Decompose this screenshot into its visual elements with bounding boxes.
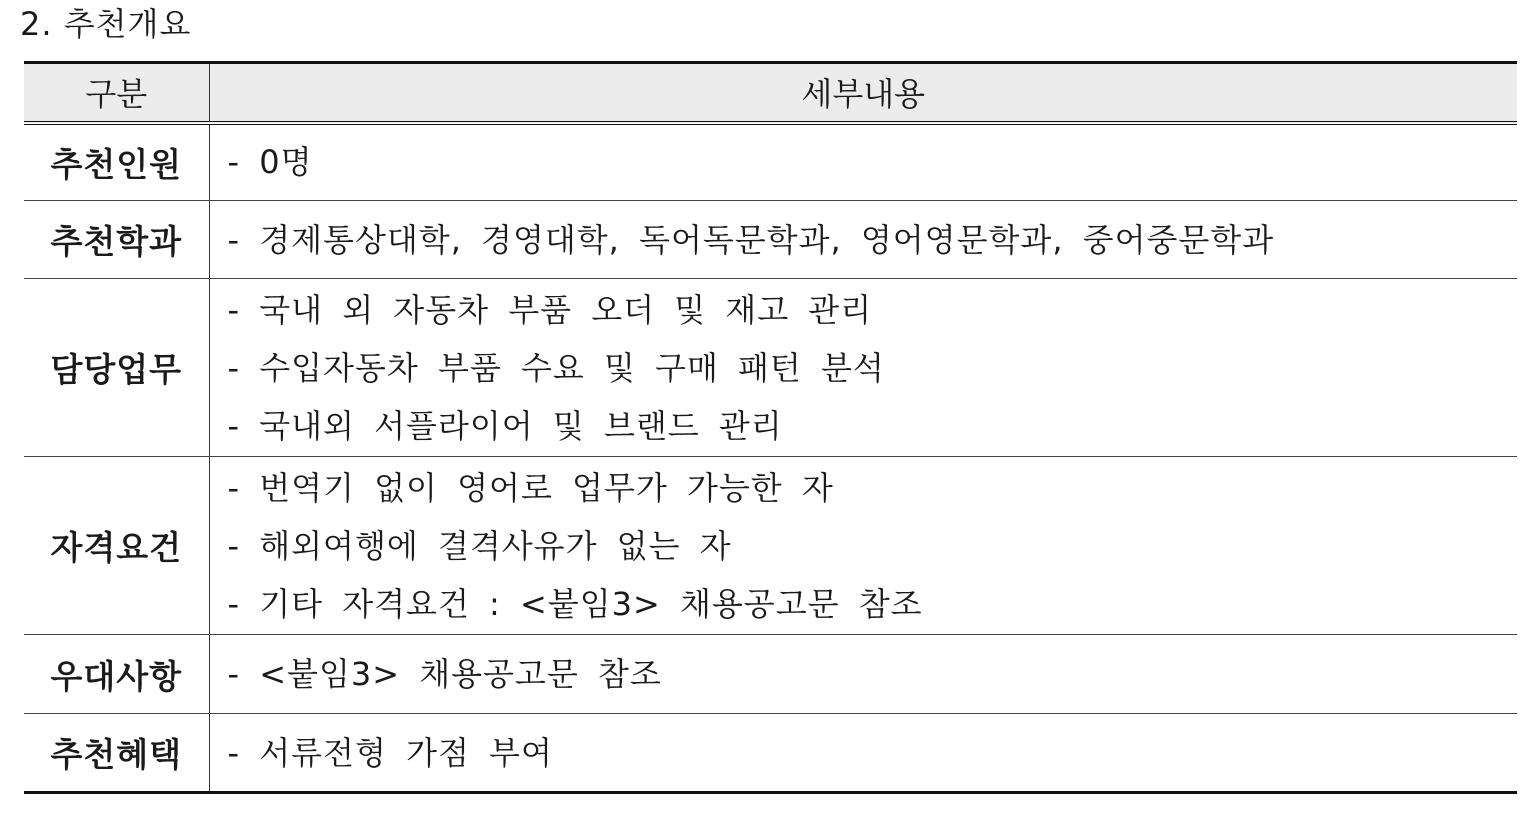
row-category: 추천학과	[24, 201, 209, 279]
row-details	[209, 635, 1517, 714]
row-details	[209, 457, 1517, 635]
table-row	[24, 714, 1517, 793]
section-title: 2. 추천개요	[20, 5, 192, 43]
table-row	[24, 279, 1517, 457]
recommendation-overview-table	[24, 61, 1517, 794]
detail-line: - 번역기 없이 영어로 업무가 가능한 자	[227, 468, 834, 507]
detail-line: - 해외여행에 결격사유가 없는 자	[227, 526, 732, 565]
row-category: 추천혜택	[24, 714, 209, 793]
detail-line: - 0명	[227, 143, 313, 182]
header-details: 세부내용	[209, 63, 1517, 123]
detail-line: - 수입자동차 부품 수요 및 구매 패턴 분석	[227, 348, 885, 387]
row-details	[209, 123, 1517, 201]
row-category: 담당업무	[24, 279, 209, 457]
table-header-row	[24, 63, 1517, 123]
row-details	[209, 714, 1517, 793]
detail-line: - 기타 자격요건 : <붙임3> 채용공고문 참조	[227, 584, 923, 623]
header-category: 구분	[24, 63, 209, 123]
row-category: 추천인원	[24, 123, 209, 201]
row-category: 우대사항	[24, 635, 209, 714]
row-category: 자격요건	[24, 457, 209, 635]
table-row	[24, 457, 1517, 635]
detail-line: - 서류전형 가점 부여	[227, 733, 553, 772]
detail-line: - <붙임3> 채용공고문 참조	[227, 655, 662, 693]
detail-line: - 국내외 서플라이어 및 브랜드 관리	[227, 406, 783, 445]
table-row	[24, 123, 1517, 201]
row-details	[209, 279, 1517, 457]
table-row	[24, 201, 1517, 279]
detail-line: - 경제통상대학, 경영대학, 독어독문학과, 영어영문학과, 중어중문학과	[227, 220, 1275, 259]
detail-line: - 국내 외 자동차 부품 오더 및 재고 관리	[227, 290, 873, 329]
table-row	[24, 635, 1517, 714]
row-details	[209, 201, 1517, 279]
